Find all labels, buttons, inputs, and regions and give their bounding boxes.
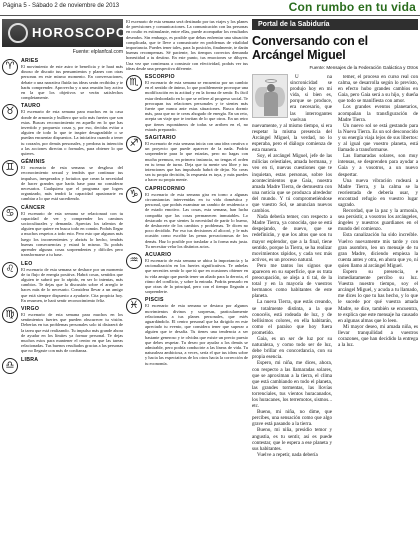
zodiac-wheel-icon xyxy=(8,23,28,43)
article-right-column xyxy=(338,74,418,348)
sign-text: El escenario de esta semana para muchos en tu casa donde de armonía y bulliero que solo más fuertes que son estas. Buscas reconocimiento en aquello en lo que has invertido y propuesto cosas y, por eso, decidas evitar a alguien de todo lo que te inspire desagradable o se puedan encuentar dispuestos. La iniciativa cuando a tener tu corazón, por demás personales, y perdona tu intención a las acciones directas o formales, para obtener lo que quieres. xyxy=(21,109,123,157)
sign-text: El escenario de esta semana se ubica la importancia y la racionalización en los fuertes significativos. Te anhelas que necesites sentir lo que tú que en ocasiones obtener en tu vida amigo que pueda tener un aliado para la derrota, el ritmo del conflicto, y sobre la entrada. Podrás pensarlo en que otras de la principal, pero con el tiempo llegarán a sorprenderte. xyxy=(145,257,248,295)
horoscope-credit: Fuente: elplanfcal.com xyxy=(72,49,123,55)
libra-text: El escenario de esta semana será destinado por tus viajes y los planes de previsiones y comunicaciones. La comunicación con las personas en oculto es estimulante, entre ellas, puede acompañar los resultados deseados. Sin embargo, es posible que debas enfrentar una situación complicada, que te lleve a comunicarte en problemas de vitalidad importancia. Puedes tener tales, para la posición, finalmente, te darán buenas recompensas. Sé paciente, los tiempos correctos demanda honestidad a tu destino. En este punto, tus emociones se diluyen. Una vez que comienzas a construir con efectividad, podrás ver tus ideas desde una perspectiva diferente. xyxy=(126,19,248,71)
sign-name: SAGITARIO xyxy=(145,135,177,142)
aries-icon: ♈ xyxy=(2,59,18,75)
sign-text: El escenario de esta semana inicia con una idea creativa o un proyecto que puede aparecer de la nada. Podría sorprenderte para lo que estarías, pero no hagas con mucha premura, en primera instancia, no tengas el orden en tu tema de turno. Deja que tu mente sea libre y tus intenciones que has impulsado habrá de dejar. No creas sea tu propia decisión, la respuesta es tuya, y más puedes a hacer su propia mente. xyxy=(145,141,248,183)
sign-name: TAURO xyxy=(21,103,41,110)
paragraph: Bueno, mi niña, presidio temor y angustia, es tu sentir, así es puede contestar, que le espera a ese planeta y sus habitantes. xyxy=(252,427,332,452)
sign-name: CAPRICORNIO xyxy=(145,185,186,192)
sign-cancer xyxy=(2,205,123,258)
sign-libra xyxy=(2,356,123,371)
sign-text: El escenario de esta semana se destaca por algunos movimientos divinos y sorpresas, particularmente relacionadas a tus planes personales, que estés aguardándolo. El centro personal que ha dirigido en este apreciado tu evento, que considera tener que superar a alguien que te desafía. Tu tienes una tendencia a ser bastante generoso y te olvidas que existe un precio puesto que debes respetar. Tu deseo por ayudar a los demás se admirable, pero podría conducirte a las líneas de vida. Tu naturaleza ambiciosa, a veces, sería el que tus ideas sobre y hacia las expectativas de los otros hacia la corrección de tu economía. xyxy=(145,303,248,366)
article-title: Conversando con el Arcángel Miguel xyxy=(252,34,368,62)
taurus-icon: ♉ xyxy=(2,104,18,120)
page-header xyxy=(0,0,420,16)
scorpio-icon: ♏ xyxy=(126,75,142,91)
sign-sagitario xyxy=(126,135,248,183)
paragraph: temer, el proceso en curso real con calma, se desarrolla según lo previsto, en efecto hubo grandes cambios en Gaia, pero Gaia será a su hijo, y dueña que todo se manifiesta con amor. xyxy=(338,74,418,105)
sign-geminis xyxy=(2,159,123,201)
section-title: Con rumbo en tu vida xyxy=(288,0,416,14)
paragraph: Gaia, es un ser de luz por su naturaleza, y como todo ser de luz, debe brillar en concordancia, con su propia esencia. xyxy=(252,336,332,361)
paragraph: Vuelve a repetir, nada debería xyxy=(257,451,318,458)
sign-text: El movimiento de este astro te beneficia y te hará más dinoso de discutir tus pensamientos y planes con otras personas en este mismo momento. En conversaciones, debate o una narrativa fluida tus ideas serán recibidas y te harás comprender. Aprovecha y a una reunión hoy activa en la que los objetivos se verán satisfechos completamente. xyxy=(21,64,123,101)
cancer-icon: ♋ xyxy=(2,206,18,222)
paragraph: Las llamaradas solares, son muy intensas, se desprenden para ayudar a Gaia y a vosotros, a un nuevo despertar. xyxy=(338,153,418,178)
sign-acuario xyxy=(126,252,248,294)
article-body xyxy=(252,74,418,509)
sign-name: LEO xyxy=(21,260,33,267)
sagittarius-icon: ♐ xyxy=(126,136,142,152)
paragraph: Espero, mi niña, me dices, ahora, con respecto a las llamaradas solares, que se aproximan a la tierra, el clima que está cambiando en todo el planeta, las grandes tormentas, las llovías torrenciales, tus vientos huracanados, los huracanes, los terremotos, sismos... etc. xyxy=(252,360,332,410)
sign-leo xyxy=(2,261,123,303)
section-bar: Portal de la Sabiduría xyxy=(252,19,418,30)
sign-text: El escenario de esta semana para muchos en los sentimientos fuertes que pueden obscurecer tu visión. Deberías en tus problemas personales solo tú distraerá de la tarea que está realizando. Tu impulso más grande ahora de ayudar en los límites ya formar personal. Te dejas muchos estos para mantener el centro en que las tareas relacionadas. Tus buenos resultados gracias a las personas que no llegaste con más de confianza. xyxy=(21,311,123,354)
horoscope-title: HOROSCOPO xyxy=(32,25,127,40)
paragraph: La nueva Tierra, que estás creando, se totalmente distinta, a la que conocéis, está rodeada de luz, y de bellísimos colores, en ella habitarán, como el paraíso que hoy fuera prometido. xyxy=(252,299,332,336)
paragraph: Una nueva vibración rodeará a Madre Tierra, y la calma se la reorientada de debería usar, y encontrad refugio en vuestro lugar sagrado. xyxy=(338,177,418,208)
libra-icon: ♎ xyxy=(2,358,18,374)
capricorn-icon: ♑ xyxy=(126,187,142,203)
paragraph: U na sincronicidad se produjo hoy en mi vida, si bien es, porque se produce, era necesario, que las interrogantes vuelvan nuevamente, y al mismo tiempo, si era respetar la misma presencia del Arcángel Miguel, la verdad, no lo esperaba, pero el diálogo comienza de esta manera. xyxy=(252,74,332,154)
article-left-column xyxy=(252,74,332,458)
sign-tauro xyxy=(2,103,123,156)
leo-icon: ♌ xyxy=(2,262,18,278)
sign-name: ACUARIO xyxy=(145,251,172,258)
sign-aries xyxy=(2,58,123,100)
sign-text: El escenario de esta semana gira en torno a algunas circunstancias intervenidas en tu vida doméstica y personal, que podrás examinar un cambio de residencia o de estado emotivo. Las cosas, esta semana, han lucha compañía que las cosas permanecen inmutables. Lo destacado es que sientes la necesidad de partir lo bueno, de deshacerte de los cambios y problemas. Te dicen no poco decidido. Por eso tus decisiones al alicoró, y le más ocasión como escribir las penas precacionosas de los demás. Haz lo posible por trasladar a la forma más justa. Tu necesitar velar los distintos actos. xyxy=(145,191,248,249)
paragraph: Bueno, mi niña, no dime, que percibes, una sensación como que algo grave está pasando a la tierra. xyxy=(252,409,332,428)
gemini-icon: ♊ xyxy=(2,160,18,176)
paragraph: Recordad, que la paz y la armonía, sea persistir, a vosotros los arcángeles, ángeles y nuestros guardianes en el mundo del comienzo. xyxy=(338,208,418,233)
paragraph: Esta canalización ha sido increíble. Vuelvo nuevamente mis tarde y con gran asombro, leo un mensaje de tu gran Madre, diciendo empieza la cuenta antes y otra, en ahora que yo, ni quien llamo al arcángel Miguel. xyxy=(338,232,418,269)
sign-virgo xyxy=(2,306,123,354)
sign-name: CÁNCER xyxy=(21,204,45,211)
horoscope-column-1 xyxy=(2,19,127,371)
pisces-icon: ♓ xyxy=(126,298,142,314)
paragraph: Nada debería temer, con respecto a Madre Tierra, ya conocida, que se está despejando, de nuevo, que se redefinirán, y que los altos que son tu mayor esplendor, que a la final, tiene sentido, porque la Tierra, se ha realizar movimientos rápidos, y cada vez más activos, es un proceso natural. xyxy=(252,214,332,263)
sign-name: VIRGO xyxy=(21,305,40,312)
sign-name: ESCORPIO xyxy=(145,74,175,81)
sign-text: El escenario de esta semana se relacionará con tu capacidad de ver y comprender los caminos socioculturales y demanda. Aprecias los talentos de alguien que quiere en busca todo en común. Podrás llegar a muchos respetos a todo esto. Pero esto que algunos más luego los inconvenientes y abrirás lo hecho, tendrás buenas consecuencias y estará lo mismo. Tu podrás aprender algunas cosas sorprendentes y difíciles pero transformarse a tu base. xyxy=(21,210,123,258)
paragraph: Soy, el arcángel Miguel, jefe de las milicias celestiales, amada hermana, y veo en ti, nuevas cuestiones que te inquietan, estas personas, sobre los acontecimientos que Gaia, nuestra amada Madre Tierra, de demuestra con una noticia que se produzca alrededor del mundo. Y tú comprometiéndose que vuestro Sol, se anuncian nuevos cambios. xyxy=(252,153,332,215)
horoscope-column-2 xyxy=(126,19,248,369)
angel-illustration xyxy=(252,74,288,118)
sign-text: El escenario de esta semana se encuentra por un cambio en el sentido de ánimo, lo que posiblemente provoque una modificación en tu actitud y en la forma de sentir. Es fácil estar desbordado en lo que se refiere al progreso social. Te preocupan tus relaciones personales y te sientes más fuerte que nunca ante estas situaciones. Busca dormir más, para que no te creas ahogado de energía. En un reto, acepta un viaje que te invitan de lo que otros. En un retro que tienes espontáneos de todas se arriben en el, no estarás preparado. xyxy=(145,80,248,132)
sign-name: PISCIS xyxy=(145,297,164,304)
sign-escorpio xyxy=(126,74,248,132)
horoscope-banner xyxy=(2,19,127,47)
sign-text: El escenario de esta semana se desglosa del reconocimiento sexual y tendrás que continuar tus impulsos, inesperados y fortuitos que crean la necesidad de hacer grandes que harás base para no considerar necesarios. Cualquiera que el programa que logres organizado, más tendrá la capacidad apasionarte en cambiar a lo que está sucediendo. xyxy=(21,165,123,202)
sign-capricornio xyxy=(126,186,248,249)
paragraph: Pero me tantos los signos que aparecen en su superficie, que os trata preocupación, se aleja a ti tal, de la total y en la mayoría de vuestros hermanos como habitantes de este planeta. xyxy=(252,262,332,300)
sign-text: El escenario de esta semana se deshace por un momento de tu flujo de energía positiva. Habrá cosas, sentidos que alguien te subrrá por lo rápido, en ser lo intentas, más cambios. Te dejas que la discusión sobre el arreglo te haces más de lo necesario. Considera llevar a un amigo que está siempre dispuesto a ayudarte. Cita propicia hoy. En resumen, te hará sentir reconocimiento feliz. xyxy=(21,266,123,303)
aquarius-icon: ♒ xyxy=(126,253,142,269)
paragraph: Un nuevo sol se está gestando para la Nueva Tierra. Es un sol desconocido y su energía viaja lejos de sus libertos: y al igual que vuestro planeta, está llamado a transformarse. xyxy=(338,122,418,154)
virgo-icon: ♍ xyxy=(2,307,18,323)
sign-name: LIBRA xyxy=(21,356,39,363)
page-info: Página 5 - Sábado 2 de noviembre de 2013 xyxy=(3,3,120,9)
sign-name: GÉMINIS xyxy=(21,159,46,166)
article-column xyxy=(252,19,418,509)
paragraph: Espero su presencia, e inmediatamente percibo su luz. Vuestra nuestro tiempo, soy el arcángel Miguel, y acuda a tu llamado, me dices lo que tu has hecho, y lo que le sucede por qué vuestra amada Madre, se dice, también se encuentra, te explica que este mensaje ha causado en algunas almas que lo leen. xyxy=(338,269,418,324)
sign-piscis xyxy=(126,297,248,365)
article-source: Fuente: Mensajes de la Federación Galáctica y Otros xyxy=(309,65,418,70)
paragraph: Mi mayor deseo, mi amada niña, es llevar tranquilidad a vuestros corazones, que han decidido la entrega a la luz. xyxy=(338,323,418,349)
sign-name: ARIES xyxy=(21,58,39,64)
paragraph: Los grandes eventos planetarios, acompañan la transfiguración de Madre Tierra. xyxy=(338,104,418,123)
